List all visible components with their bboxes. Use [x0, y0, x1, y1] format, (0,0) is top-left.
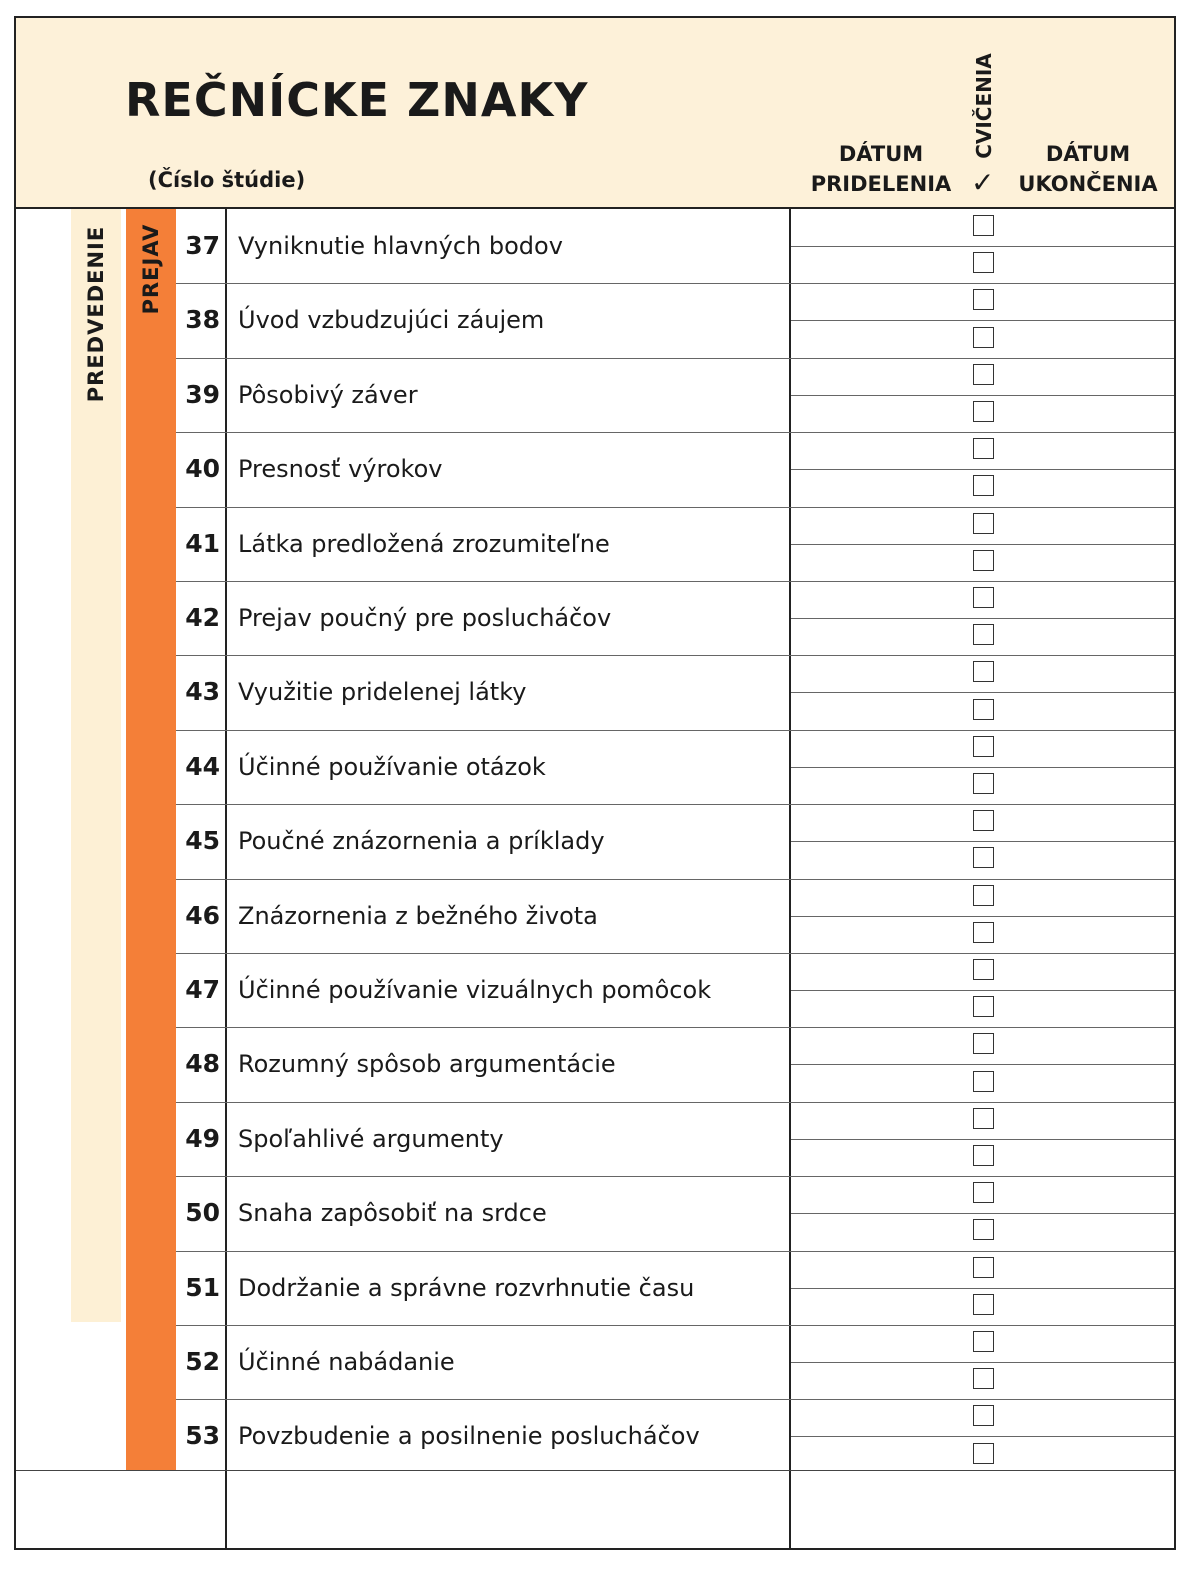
row-divider	[176, 1027, 1174, 1028]
exercise-checkbox[interactable]	[973, 773, 994, 794]
study-title: Presnosť výrokov	[238, 455, 443, 484]
exercise-checkbox[interactable]	[973, 624, 994, 645]
study-sheet	[14, 16, 1176, 1550]
study-title: Prejav poučný pre poslucháčov	[238, 604, 612, 632]
exercise-checkbox[interactable]	[973, 922, 994, 943]
study-title: Rozumný spôsob argumentácie	[238, 1050, 616, 1079]
study-number: 46	[185, 900, 220, 930]
page-title: REČNÍCKE ZNAKY	[125, 73, 589, 127]
exercise-checkbox[interactable]	[973, 959, 994, 980]
row-divider	[176, 953, 1174, 954]
slot-divider	[791, 1436, 1174, 1437]
speech-band	[126, 209, 176, 1471]
study-number: 49	[185, 1123, 220, 1153]
row-divider	[176, 283, 1174, 284]
study-number: 47	[185, 975, 220, 1004]
exercise-checkbox[interactable]	[973, 1294, 994, 1315]
exercise-checkbox[interactable]	[973, 401, 994, 422]
date-assigned-line1: DÁTUM	[838, 142, 924, 166]
slot-divider	[791, 320, 1174, 321]
row-divider	[176, 730, 1174, 731]
slot-divider	[791, 692, 1174, 693]
study-number: 44	[185, 751, 220, 781]
slot-divider	[791, 395, 1174, 396]
exercise-checkbox[interactable]	[973, 847, 994, 868]
speech-band-label: PREJAV	[139, 223, 163, 315]
date-assigned-header	[806, 139, 956, 199]
check-mark-icon: ✓	[971, 166, 995, 199]
study-title: Úvod vzbudzujúci záujem	[238, 306, 545, 335]
exercise-checkbox[interactable]	[973, 1368, 994, 1389]
study-number: 42	[185, 603, 220, 632]
exercise-checkbox[interactable]	[973, 1257, 994, 1278]
study-title: Účinné nabádanie	[238, 1348, 455, 1376]
row-divider	[176, 879, 1174, 880]
exercise-checkbox[interactable]	[973, 327, 994, 348]
slot-divider	[791, 469, 1174, 470]
slot-divider	[791, 1362, 1174, 1363]
study-number: 50	[185, 1198, 220, 1228]
exercise-checkbox[interactable]	[973, 550, 994, 571]
exercise-checkbox[interactable]	[973, 1182, 994, 1203]
exercise-checkbox[interactable]	[973, 289, 994, 310]
exercise-checkbox[interactable]	[973, 699, 994, 720]
row-divider	[176, 804, 1174, 805]
row-divider	[176, 655, 1174, 656]
study-title: Pôsobivý záver	[238, 380, 418, 409]
exercise-checkbox[interactable]	[973, 1219, 994, 1240]
exercise-checkbox[interactable]	[973, 996, 994, 1017]
row-divider	[176, 581, 1174, 582]
study-title: Vyniknutie hlavných bodov	[238, 232, 563, 260]
exercise-checkbox[interactable]	[973, 1443, 994, 1464]
exercise-checkbox[interactable]	[973, 1033, 994, 1054]
study-number: 48	[185, 1049, 220, 1079]
row-divider	[176, 1325, 1174, 1326]
study-number: 43	[185, 677, 220, 707]
exercise-checkbox[interactable]	[973, 1108, 994, 1129]
exercise-checkbox[interactable]	[973, 364, 994, 385]
row-divider	[176, 1399, 1174, 1400]
sheet-header	[16, 18, 1174, 209]
study-number: 51	[185, 1272, 220, 1302]
row-divider	[176, 1176, 1174, 1177]
exercise-checkbox[interactable]	[973, 1331, 994, 1352]
exercise-checkbox[interactable]	[973, 252, 994, 273]
row-divider	[176, 1102, 1174, 1103]
study-title: Účinné používanie vizuálnych pomôcok	[238, 976, 712, 1004]
study-number: 45	[185, 826, 220, 856]
study-number: 41	[185, 528, 220, 558]
slot-divider	[791, 544, 1174, 545]
study-title: Povzbudenie a posilnenie poslucháčov	[238, 1422, 700, 1451]
slot-divider	[791, 916, 1174, 917]
delivery-band-label: PREDVEDENIE	[84, 225, 108, 403]
study-title: Účinné používanie otázok	[238, 752, 546, 781]
date-completed-line2: UKONČENIA	[1018, 172, 1158, 196]
study-number: 53	[185, 1421, 220, 1451]
exercise-checkbox[interactable]	[973, 475, 994, 496]
study-number: 40	[185, 454, 220, 484]
slot-divider	[791, 246, 1174, 247]
slot-divider	[791, 1139, 1174, 1140]
row-divider	[176, 507, 1174, 508]
study-number-caption: (Číslo štúdie)	[148, 168, 306, 192]
slot-divider	[791, 767, 1174, 768]
slot-divider	[791, 618, 1174, 619]
date-completed-line1: DÁTUM	[1045, 142, 1131, 166]
study-title: Látka predložená zrozumiteľne	[238, 529, 610, 558]
exercise-checkbox[interactable]	[973, 810, 994, 831]
delivery-band	[71, 209, 121, 1322]
slot-divider	[791, 1213, 1174, 1214]
exercise-checkbox[interactable]	[973, 438, 994, 459]
slot-divider	[791, 841, 1174, 842]
date-completed-header	[1014, 139, 1162, 199]
row-divider	[176, 432, 1174, 433]
study-title: Spoľahlivé argumenty	[238, 1124, 504, 1153]
exercises-header	[966, 50, 1002, 162]
slot-divider	[791, 990, 1174, 991]
exercise-checkbox[interactable]	[973, 1405, 994, 1426]
study-number: 39	[185, 379, 220, 409]
exercise-checkbox[interactable]	[973, 513, 994, 534]
study-number: 52	[185, 1347, 220, 1376]
exercise-checkbox[interactable]	[973, 587, 994, 608]
date-assigned-line2: PRIDELENIA	[810, 172, 952, 196]
study-title: Dodržanie a správne rozvrhnutie času	[238, 1273, 695, 1302]
row-divider	[176, 1251, 1174, 1252]
study-title: Poučné znázornenia a príklady	[238, 827, 605, 856]
row-divider	[176, 358, 1174, 359]
exercise-checkbox[interactable]	[973, 1071, 994, 1092]
study-title: Využitie pridelenej látky	[238, 678, 527, 707]
slot-divider	[791, 1288, 1174, 1289]
study-title: Znázornenia z bežného života	[238, 901, 598, 930]
exercise-checkbox[interactable]	[973, 215, 994, 236]
slot-divider	[791, 1064, 1174, 1065]
exercise-checkbox[interactable]	[973, 885, 994, 906]
exercise-checkbox[interactable]	[973, 661, 994, 682]
study-title: Snaha zapôsobiť na srdce	[238, 1199, 547, 1228]
study-number: 37	[185, 231, 220, 260]
study-number: 38	[185, 305, 220, 335]
exercise-checkbox[interactable]	[973, 736, 994, 757]
exercises-label: CVIČENIA	[972, 53, 996, 159]
exercise-checkbox[interactable]	[973, 1145, 994, 1166]
